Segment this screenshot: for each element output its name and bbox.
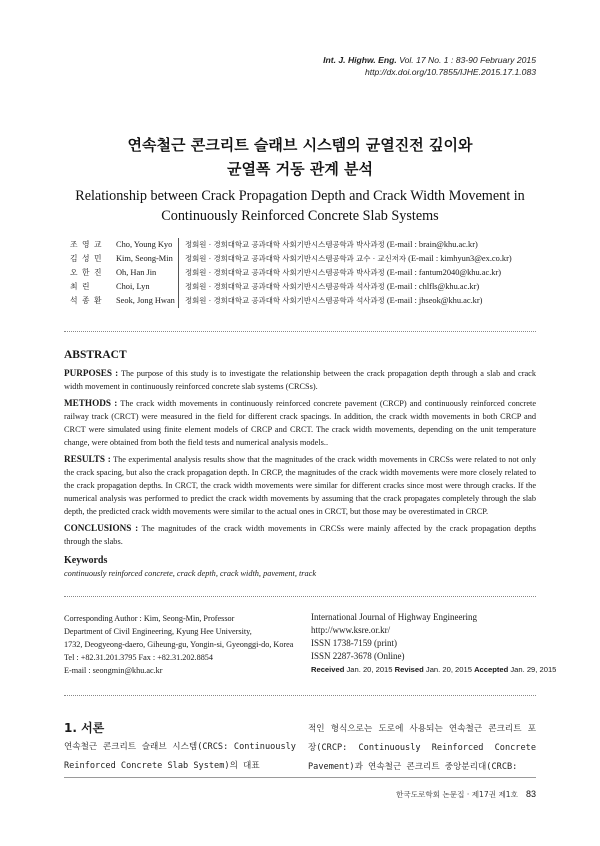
journal-citation [323, 54, 536, 66]
korean-title-line-1: 연속철근 콘크리트 슬래브 시스템의 균열진전 깊이와 [127, 136, 473, 154]
author-name-en: Oh, Han Jin [116, 268, 157, 277]
correspondence-block [64, 612, 294, 677]
abstract-methods [64, 397, 536, 449]
divider [64, 695, 536, 696]
english-title-line-2: Continuously Reinforced Concrete Slab Systems [161, 208, 439, 224]
affiliation-text: 정회원 · 경희대학교 공과대학 사회기반시스템공학과 석사과정 [185, 282, 385, 291]
author-row [70, 266, 540, 280]
author-row [70, 252, 540, 266]
author-affiliation [178, 238, 548, 252]
journal-url[interactable]: http://www.ksre.or.kr/ [311, 625, 391, 635]
corresponding-email: E-mail : seongmin@khu.ac.kr [64, 666, 163, 675]
accepted-date: Jan. 29, 2015 [510, 665, 557, 674]
author-email: (E-mail : fantum2040@khu.ac.kr) [386, 268, 502, 277]
received-label: Received [311, 665, 345, 674]
keywords-list: continuously reinforced concrete, crack depth, crack width, pavement, track [64, 569, 317, 578]
department: Department of Civil Engineering, Kyung Hee University, [64, 627, 252, 636]
author-name-ko: 조 영 교 [70, 240, 103, 249]
author-affiliation [178, 252, 548, 266]
author-name-en: Cho, Young Kyo [116, 240, 173, 249]
journal-info-block [311, 611, 557, 676]
footer-rule [64, 777, 536, 778]
abstract-purposes [64, 367, 536, 393]
author-email: (E-mail : brain@khu.ac.kr) [386, 240, 478, 249]
body-column-right: 적인 형식으로는 도로에 사용되는 연속철근 콘크리트 포장(CRCP: Continuously Reinforced Concrete Pavement)과 연속철근 콘크리트 중앙분리대(CRCB: [308, 724, 536, 772]
conclusions-label: CONCLUSIONS : [64, 523, 139, 533]
author-name-ko: 오 한 진 [70, 268, 103, 277]
author-name-en: Choi, Lyn [116, 282, 150, 291]
address: 1732, Deogyeong-daero, Giheung-gu, Yongin-si, Gyeonggi-do, Korea [64, 640, 294, 649]
author-row [70, 294, 540, 308]
author-name-en: Kim, Seong-Min [116, 254, 173, 263]
author-name-ko: 최 린 [70, 282, 91, 291]
results-label: RESULTS : [64, 454, 111, 464]
affiliation-text: 정회원 · 경희대학교 공과대학 사회기반시스템공학과 박사과정 [185, 240, 385, 249]
footer-journal: 한국도로학회 논문집 · 제17권 제1호 [396, 790, 518, 799]
received-date: Jan. 20, 2015 [346, 665, 393, 674]
page-number: 83 [525, 789, 536, 799]
revised-date: Jan. 20, 2015 [425, 665, 472, 674]
abstract-results [64, 453, 536, 518]
abstract-section [64, 347, 536, 580]
author-row [70, 280, 540, 294]
purposes-text: The purpose of this study is to investigate the relationship between the crack propagation depth through a slab and crack width movement in continuously reinforced concrete slab systems (CRCSs). [64, 369, 536, 391]
revised-label: Revised [394, 665, 424, 674]
methods-label: METHODS : [64, 398, 118, 408]
doi-link[interactable]: http://dx.doi.org/10.7855/IJHE.2015.17.1.083 [364, 67, 536, 77]
methods-text: The crack width movements in continuously reinforced concrete pavement (CRCP) and continuously reinforced concrete railway track (CRCT) were measured in the field for different crack spacings. In addition, the crack width movements in both CRCP and CRCT were simulated using finite element models of CRCP and CRCT. The crack width movements, depending on the unit temperature change, were obtained from both the field tests and numerical analysis models.. [64, 399, 536, 447]
affiliation-text: 정회원 · 경희대학교 공과대학 사회기반시스템공학과 석사과정 [185, 296, 385, 305]
body-column-left: 연속철근 콘크리트 슬래브 시스템(CRCS: Continuously Reinforced Concrete Slab System)의 대표 [64, 742, 296, 771]
accepted-label: Accepted [474, 665, 509, 674]
abstract-heading: ABSTRACT [64, 349, 127, 361]
affiliation-text: 정회원 · 경희대학교 공과대학 사회기반시스템공학과 교수 · 교신저자 [185, 254, 407, 263]
english-title-line-1: Relationship between Crack Propagation Depth and Crack Width Movement in [75, 188, 525, 204]
author-affiliation [178, 280, 548, 294]
journal-name: International Journal of Highway Engineering [311, 612, 477, 622]
author-row [70, 238, 540, 252]
issn-print: ISSN 1738-7159 (print) [311, 638, 397, 648]
affiliation-text: 정회원 · 경희대학교 공과대학 사회기반시스템공학과 박사과정 [185, 268, 385, 277]
phone-fax: Tel : +82.31.201.3795 Fax : +82.31.202.8854 [64, 653, 213, 662]
journal-abbrev: Int. J. Highw. Eng. [323, 55, 397, 65]
page-footer [396, 788, 536, 801]
korean-title-line-2: 균열폭 거동 관계 분석 [226, 160, 374, 178]
purposes-label: PURPOSES : [64, 368, 119, 378]
corresponding-author: Corresponding Author : Kim, Seong-Min, Professor [64, 614, 235, 623]
keywords-heading: Keywords [64, 555, 108, 566]
divider [64, 596, 536, 597]
journal-reference [323, 54, 536, 78]
author-email: (E-mail : kimhyun3@ex.co.kr) [408, 254, 512, 263]
author-name-en: Seok, Jong Hwan [116, 296, 175, 305]
issn-online: ISSN 2287-3678 (Online) [311, 651, 405, 661]
submission-dates [311, 663, 557, 676]
results-text: The experimental analysis results show that the magnitudes of the crack width movements in CRCSs were related to not only the crack spacing, but also the crack propagation depth. In CRCP, the magnitudes of the crack width movements were more closely related to the crack propagation depths. In CRCT, the crack width movements were similar for different cracks since most were through cracks. If the numerical analysis was performed to predict the crack width movements by assuming that the crack propagates completely through the slab depth, the predicted crack width movements were similar to the actual ones in CRCT, but those may be overestimated in CRCP. [64, 455, 536, 516]
author-email: (E-mail : jhseok@khu.ac.kr) [386, 296, 483, 305]
author-affiliation [178, 266, 548, 280]
author-name-ko: 김 성 민 [70, 254, 103, 263]
conclusions-text: The magnitudes of the crack width movements in CRCSs were mainly affected by the crack propagation depths through the slabs. [64, 524, 536, 546]
author-name-ko: 석 종 환 [70, 296, 103, 305]
author-list [70, 238, 540, 308]
abstract-conclusions [64, 522, 536, 548]
divider [64, 331, 536, 332]
author-email: (E-mail : chlfls@khu.ac.kr) [386, 282, 480, 291]
author-affiliation [178, 294, 548, 308]
volume-info: Vol. 17 No. 1 : 83-90 February 2015 [399, 55, 536, 65]
section-heading-introduction: 1. 서론 [64, 721, 105, 735]
